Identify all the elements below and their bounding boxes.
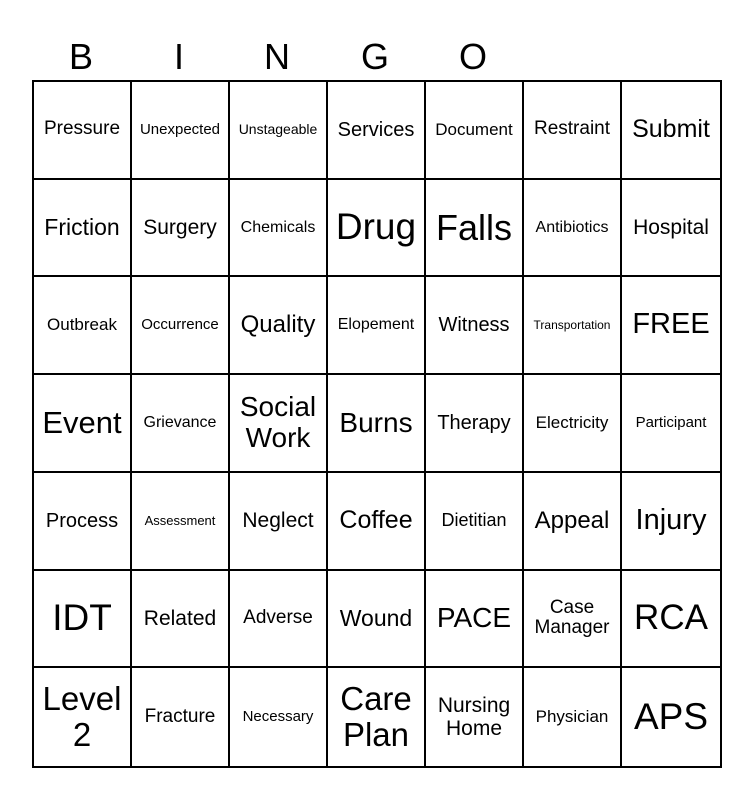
bingo-cell-label: Falls [435, 206, 512, 248]
bingo-cell[interactable] [328, 375, 426, 473]
bingo-cell[interactable] [426, 375, 524, 473]
bingo-cell-label: Witness [438, 314, 510, 337]
bingo-cell[interactable] [132, 180, 230, 278]
bingo-cell[interactable] [132, 571, 230, 669]
bingo-cell-label: Social Work [239, 391, 317, 453]
bingo-cell[interactable] [34, 375, 132, 473]
bingo-cell-label: RCA [634, 598, 708, 638]
bingo-cell[interactable] [230, 82, 328, 180]
bingo-cell-label: Submit [632, 115, 710, 144]
bingo-cell-label: Physician [535, 706, 609, 726]
bingo-cell[interactable] [622, 375, 720, 473]
bingo-cell[interactable] [34, 277, 132, 375]
bingo-cell[interactable] [524, 82, 622, 180]
bingo-cell-label: Level 2 [42, 679, 122, 754]
bingo-cell-label: Fracture [144, 705, 216, 727]
bingo-cell-label: Elopement [337, 316, 415, 334]
bingo-cell[interactable] [622, 82, 720, 180]
bingo-cell[interactable] [426, 277, 524, 375]
bingo-cell-label: Electricity [535, 412, 609, 432]
bingo-cell-label: Pressure [43, 118, 121, 140]
bingo-cell[interactable] [132, 668, 230, 766]
bingo-cell-label: Wound [339, 604, 413, 631]
bingo-cell[interactable] [622, 180, 720, 278]
bingo-cell[interactable] [524, 571, 622, 669]
bingo-cell-label: Document [435, 119, 513, 139]
bingo-cell-label: Restraint [533, 118, 611, 140]
bingo-cell[interactable] [328, 180, 426, 278]
bingo-cell[interactable] [622, 571, 720, 669]
bingo-cell[interactable] [328, 668, 426, 766]
bingo-cell[interactable] [230, 571, 328, 669]
bingo-cell-label: Services [337, 118, 415, 141]
header-letter-g: G [360, 36, 389, 77]
bingo-cell-label: Assessment [144, 512, 216, 528]
bingo-cell[interactable] [426, 82, 524, 180]
bingo-cell-label: IDT [52, 597, 112, 639]
bingo-cell-label: FREE [632, 308, 710, 341]
bingo-cell[interactable] [622, 277, 720, 375]
bingo-cell[interactable] [230, 668, 328, 766]
bingo-header [32, 34, 522, 80]
bingo-cell[interactable] [34, 473, 132, 571]
bingo-cell-label: Quality [240, 311, 316, 339]
bingo-cell-label: Therapy [437, 411, 511, 434]
header-letter-b: B [68, 36, 93, 77]
header-letter-o: O [458, 36, 487, 77]
bingo-cell[interactable] [426, 668, 524, 766]
bingo-cell[interactable] [622, 668, 720, 766]
bingo-cell-label: Burns [339, 406, 413, 438]
bingo-cell[interactable] [426, 473, 524, 571]
bingo-cell-label: Dietitian [441, 509, 507, 530]
bingo-card-grid [32, 80, 722, 768]
bingo-cell-label: Appeal [534, 506, 610, 534]
bingo-cell-label: Outbreak [47, 314, 117, 334]
bingo-cell-label: Event [42, 404, 122, 440]
bingo-cell-label: Case Manager [534, 596, 610, 639]
bingo-cell[interactable] [132, 473, 230, 571]
bingo-cell-label: Chemicals [240, 218, 316, 236]
bingo-cell-label: Transportation [533, 317, 611, 332]
bingo-cell[interactable] [132, 82, 230, 180]
bingo-cell-label: Nursing Home [437, 694, 511, 741]
bingo-cell-label: Care Plan [340, 679, 412, 754]
bingo-cell-label: Occurrence [141, 316, 219, 334]
bingo-cell-label: Antibiotics [535, 218, 609, 236]
bingo-cell-label: Neglect [242, 509, 314, 533]
bingo-cell[interactable] [230, 473, 328, 571]
bingo-cell-label: Surgery [143, 216, 217, 240]
bingo-cell-label: Grievance [143, 414, 217, 432]
bingo-cell[interactable] [230, 277, 328, 375]
bingo-cell[interactable] [230, 180, 328, 278]
bingo-cell[interactable] [426, 180, 524, 278]
bingo-cell[interactable] [524, 180, 622, 278]
bingo-cell[interactable] [34, 180, 132, 278]
bingo-cell[interactable] [34, 571, 132, 669]
bingo-cell-label: Necessary [242, 707, 314, 725]
bingo-cell[interactable] [34, 668, 132, 766]
bingo-cell-label: Unexpected [139, 120, 221, 138]
bingo-cell[interactable] [622, 473, 720, 571]
bingo-cell[interactable] [426, 571, 524, 669]
bingo-cell[interactable] [132, 277, 230, 375]
bingo-cell[interactable] [132, 375, 230, 473]
bingo-cell-label: Related [143, 606, 217, 630]
header-letter-n: N [264, 36, 290, 77]
bingo-cell-label: Coffee [339, 505, 413, 534]
bingo-cell-label: Injury [635, 503, 707, 536]
bingo-cell[interactable] [328, 277, 426, 375]
bingo-cell[interactable] [524, 277, 622, 375]
bingo-cell-label: Adverse [243, 606, 313, 628]
bingo-cell-label: Drug [335, 206, 417, 248]
bingo-cell[interactable] [328, 82, 426, 180]
bingo-cell[interactable] [524, 668, 622, 766]
bingo-cell[interactable] [230, 375, 328, 473]
bingo-cell[interactable] [328, 571, 426, 669]
bingo-cell-label: Unstageable [238, 121, 318, 138]
bingo-cell-label: PACE [436, 602, 512, 634]
bingo-cell-label: Participant [635, 413, 707, 431]
bingo-cell[interactable] [328, 473, 426, 571]
bingo-cell-label: Hospital [633, 216, 709, 240]
bingo-cell-label: Friction [44, 213, 120, 240]
bingo-cell[interactable] [524, 375, 622, 473]
bingo-cell-label: APS [633, 695, 709, 737]
bingo-cell-label: Process [45, 509, 119, 532]
header-letter-i: I [173, 36, 184, 77]
bingo-cell[interactable] [34, 82, 132, 180]
bingo-cell[interactable] [524, 473, 622, 571]
